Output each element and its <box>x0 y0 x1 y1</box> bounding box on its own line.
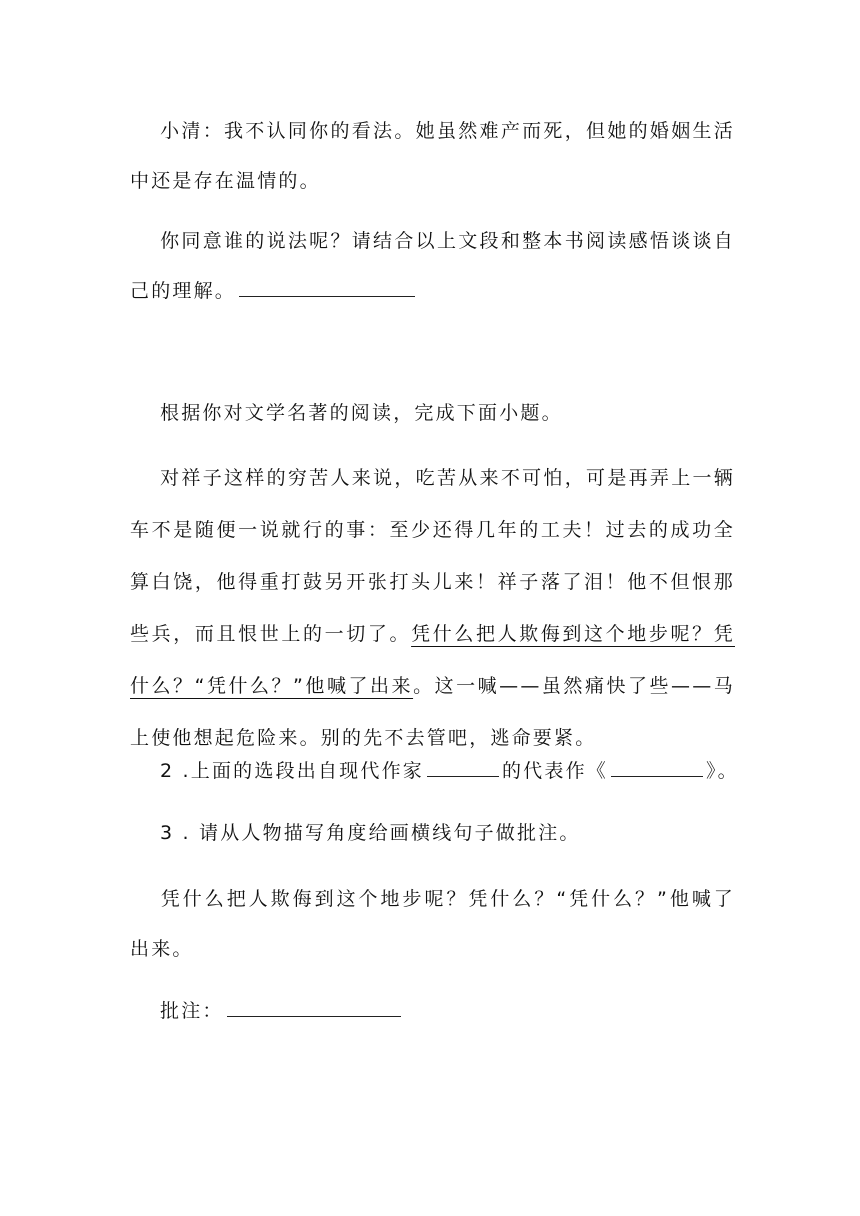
q3-text: 3 . 请从人物描写角度给画横线句子做批注。 <box>160 822 581 844</box>
q2-text-2: 的代表作《 <box>501 760 608 782</box>
question-3 <box>130 808 735 858</box>
question-text: 你同意谁的说法呢？请结合以上文段和整本书阅读感悟谈谈自己的理解。 <box>130 230 735 302</box>
annotation-line <box>130 986 735 1036</box>
instruction-text: 根据你对文学名著的阅读，完成下面小题。 <box>160 402 563 424</box>
question-prompt <box>130 216 735 316</box>
author-blank[interactable] <box>427 775 499 777</box>
passage-text-after: 。这一喊——虽然痛快了些——马上使他想起危险来。别的先不去管吧，逃命要紧。 <box>130 675 735 749</box>
annotation-label: 批注： <box>160 1000 224 1022</box>
title-blank[interactable] <box>611 775 703 777</box>
dialogue-xiaoqing <box>130 106 735 206</box>
quote-text: 凭什么把人欺侮到这个地步呢？凭什么？“凭什么？”他喊了出来。 <box>130 888 735 960</box>
underlined-sentence: 凭什么把人欺侮到这个地步呢？凭什么？“凭什么？”他喊了出来 <box>130 623 735 697</box>
quoted-sentence <box>130 874 735 974</box>
q2-text-3: 》。 <box>705 760 739 782</box>
answer-blank[interactable] <box>239 295 415 297</box>
q2-text-1: 2 .上面的选段出自现代作家 <box>160 760 424 782</box>
passage-text-before: 对祥子这样的穷苦人来说，吃苦从来不可怕，可是再弄上一辆车不是随便一说就行的事：至少还得几年的工夫！过去的成功全算白饶，他得重打鼓另开张打头儿来！祥子落了泪！他不但恨那些兵，而且恨世上的一切了。 <box>130 467 735 645</box>
dialogue-text: 小清：我不认同你的看法。她虽然难产而死，但她的婚姻生活中还是存在温情的。 <box>130 120 735 192</box>
section-instruction <box>130 388 735 438</box>
annotation-blank[interactable] <box>227 1015 401 1017</box>
question-2 <box>130 746 770 796</box>
passage <box>130 452 735 764</box>
